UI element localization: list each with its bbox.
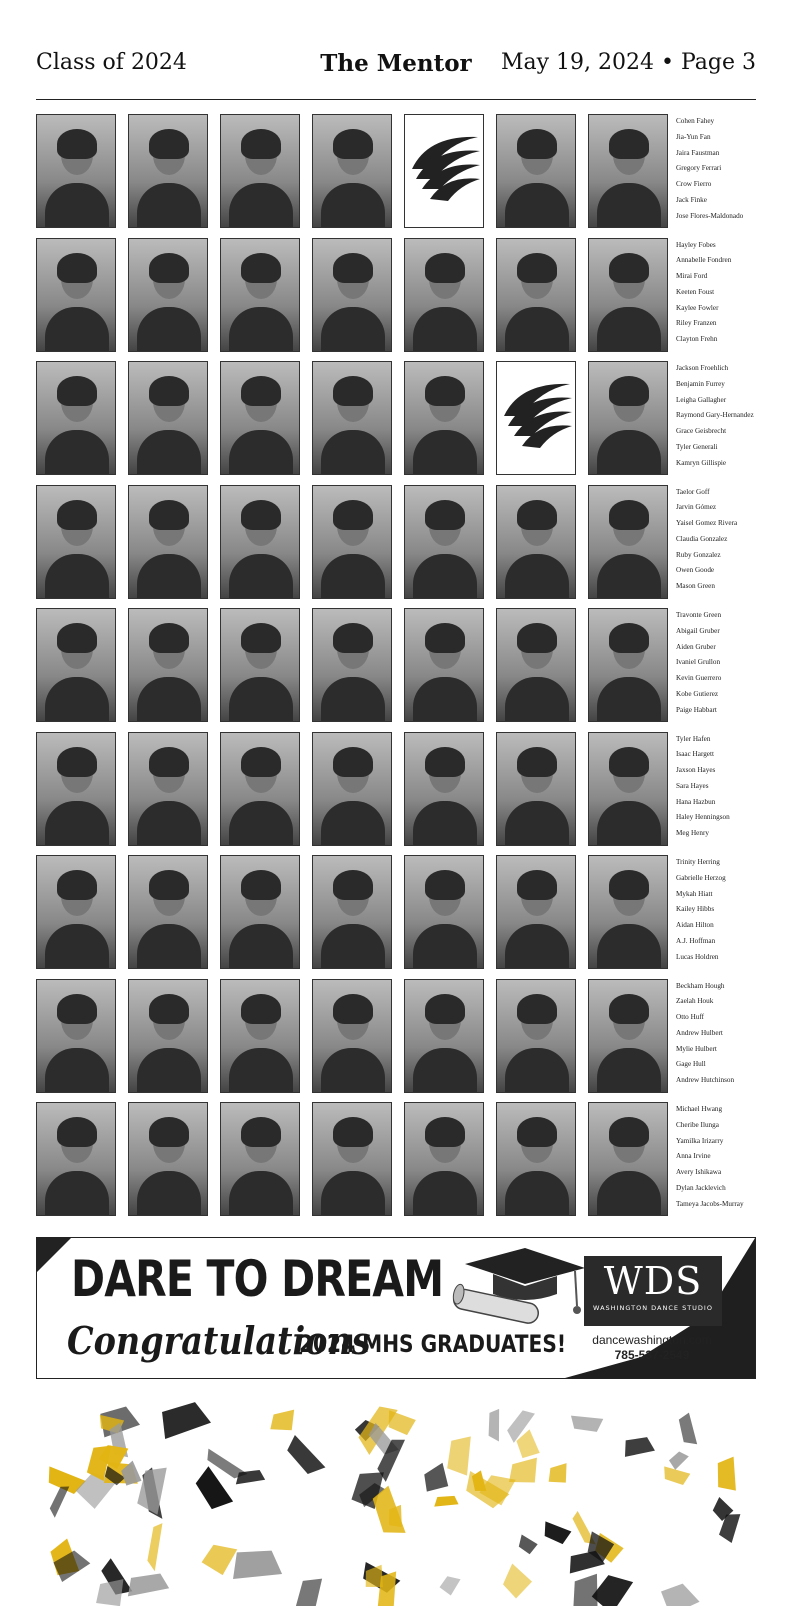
studio-url: dancewashington.com: [592, 1333, 712, 1347]
student-portrait: [496, 732, 576, 846]
student-name: Gregory Ferrari: [676, 164, 722, 173]
student-name: Annabelle Fondren: [676, 256, 732, 265]
student-portrait: [588, 608, 668, 722]
student-name: Jackson Froehlich: [676, 364, 729, 372]
student-name: Riley Franzen: [676, 319, 717, 328]
student-portrait: [496, 979, 576, 1093]
student-portrait: [312, 608, 392, 722]
student-portrait: [496, 238, 576, 352]
student-name: Gage Hull: [676, 1060, 706, 1069]
student-portrait: [36, 1102, 116, 1216]
confetti-piece: [487, 1409, 502, 1442]
confetti-piece: [123, 1568, 169, 1600]
confetti-piece: [446, 1436, 472, 1476]
student-name: Tyler Hafen: [676, 734, 711, 743]
confetti-piece: [153, 1398, 211, 1445]
student-name: Beckham Hough: [676, 981, 725, 990]
student-portrait: [588, 979, 668, 1093]
graduation-cap-icon: [445, 1244, 585, 1334]
student-portrait: [128, 485, 208, 599]
confetti-piece: [47, 1483, 69, 1519]
student-portrait: [496, 485, 576, 599]
student-name: Jaira Faustman: [676, 148, 720, 157]
student-name: Tyler Generali: [676, 442, 718, 451]
student-portrait: [496, 114, 576, 228]
studio-phone: 785-537-2549: [614, 1348, 690, 1362]
student-portrait: [220, 732, 300, 846]
student-name: Anna Irvine: [676, 1152, 711, 1161]
student-name: Trinity Herring: [676, 858, 720, 866]
student-name: Jaxson Hayes: [676, 766, 716, 775]
student-name: Yaisel Gomez Rivera: [676, 519, 738, 528]
student-portrait: [220, 1102, 300, 1216]
student-portrait: [588, 485, 668, 599]
ad-subline: 2024 MHS GRADUATES!: [299, 1330, 567, 1358]
confetti-piece: [656, 1577, 700, 1606]
student-name: Crow Fierro: [676, 180, 712, 189]
publication-title: The Mentor: [320, 50, 472, 77]
dance-studio-ad: [36, 1237, 756, 1379]
student-portrait: [220, 114, 300, 228]
student-name: Travonte Green: [676, 611, 722, 619]
student-name: Kamryn Gillispie: [676, 458, 727, 467]
student-portrait: [220, 979, 300, 1093]
student-name: Zaelah Houk: [676, 997, 714, 1006]
confetti-piece: [620, 1432, 655, 1460]
confetti-piece: [713, 1457, 740, 1494]
student-name: Dylan Jacklevich: [676, 1183, 726, 1192]
student-portrait: [36, 114, 116, 228]
student-portrait: [404, 608, 484, 722]
class-label: Class of 2024: [36, 50, 187, 75]
student-portrait: [312, 979, 392, 1093]
student-portrait: [36, 732, 116, 846]
student-name: Paige Habbart: [676, 705, 717, 714]
student-portrait: [36, 485, 116, 599]
student-name: Otto Huff: [676, 1013, 705, 1022]
student-name: Isaac Hargett: [676, 750, 714, 759]
student-name: Jarvin Gómez: [676, 503, 717, 512]
school-logo-icon: [404, 114, 484, 228]
student-name: Abigail Gruber: [676, 626, 720, 635]
student-portrait: [404, 1102, 484, 1216]
student-portrait: [220, 855, 300, 969]
confetti-piece: [675, 1413, 700, 1449]
student-name: Meg Henry: [676, 829, 709, 838]
student-name: Kobe Gutierez: [676, 689, 719, 698]
student-portrait: [312, 732, 392, 846]
student-name: Hana Hazbun: [676, 797, 716, 806]
student-portrait: [312, 114, 392, 228]
student-portrait: [588, 1102, 668, 1216]
student-name: Benjamin Furrey: [676, 379, 725, 388]
confetti-piece: [546, 1463, 570, 1485]
student-portrait: [404, 979, 484, 1093]
student-portrait: [588, 114, 668, 228]
student-portrait: [128, 361, 208, 475]
ad-headline: DARE TO DREAM: [71, 1250, 444, 1308]
studio-logo-subtitle: WASHINGTON DANCE STUDIO: [593, 1304, 713, 1312]
student-name: Grace Geisbrecht: [676, 427, 727, 436]
student-name: Hayley Fobes: [676, 240, 716, 249]
student-portrait: [36, 979, 116, 1093]
student-portrait: [404, 485, 484, 599]
student-name: Michael Hwang: [676, 1105, 723, 1113]
student-name: Jack Finke: [676, 195, 707, 204]
student-name: Gabrielle Herzog: [676, 873, 726, 882]
photo-row: [36, 979, 756, 1093]
student-name: Claudia Gonzalez: [676, 534, 728, 543]
student-portrait: [128, 608, 208, 722]
student-portrait: [312, 855, 392, 969]
student-name: Clayton Frehn: [676, 335, 718, 344]
student-portrait: [588, 238, 668, 352]
name-list: [676, 732, 758, 843]
student-name: Ruby Gonzalez: [676, 550, 721, 559]
student-name: Andrew Hutchinson: [676, 1076, 735, 1085]
name-list: [676, 238, 758, 349]
student-portrait: [404, 238, 484, 352]
confetti-piece: [293, 1576, 322, 1606]
confetti-piece: [662, 1466, 691, 1485]
studio-logo-letters: WDS: [603, 1259, 703, 1303]
name-list: [676, 485, 758, 596]
student-portrait: [220, 361, 300, 475]
confetti-piece: [438, 1573, 460, 1596]
student-portrait: [312, 485, 392, 599]
student-name: Kaylee Fowler: [676, 303, 719, 312]
student-name: Kailey Hibbs: [676, 905, 715, 914]
student-name: Aiden Gruber: [676, 642, 716, 651]
confetti-decoration: [36, 1398, 756, 1606]
photo-row: [36, 732, 756, 846]
confetti-piece: [667, 1448, 689, 1471]
confetti-piece: [281, 1435, 328, 1480]
student-portrait: [128, 1102, 208, 1216]
name-list: [676, 979, 758, 1090]
name-list: [676, 114, 758, 225]
student-portrait: [588, 732, 668, 846]
header-rule: [36, 99, 756, 100]
photo-row: [36, 1102, 756, 1216]
confetti-piece: [136, 1465, 166, 1515]
student-portrait: [128, 114, 208, 228]
date-page-label: May 19, 2024 • Page 3: [500, 50, 756, 75]
confetti-piece: [541, 1521, 572, 1545]
student-portrait: [36, 361, 116, 475]
photo-row: [36, 855, 756, 969]
student-portrait: [312, 1102, 392, 1216]
student-portrait: [128, 979, 208, 1093]
student-portrait: [36, 855, 116, 969]
student-name: Lucas Holdren: [676, 952, 719, 961]
photo-row: [36, 238, 756, 352]
student-portrait: [36, 238, 116, 352]
student-portrait: [36, 608, 116, 722]
student-portrait: [404, 855, 484, 969]
confetti-piece: [200, 1540, 237, 1577]
student-name: Jose Flores-Maldonado: [676, 211, 744, 220]
student-portrait: [588, 855, 668, 969]
student-portrait: [220, 238, 300, 352]
confetti-piece: [516, 1534, 539, 1555]
page-header: [36, 44, 756, 84]
student-name: Avery Ishikawa: [676, 1168, 722, 1177]
student-name: Aidan Hilton: [676, 921, 714, 930]
student-portrait: [496, 1102, 576, 1216]
student-portrait: [496, 855, 576, 969]
student-portrait: [404, 361, 484, 475]
confetti-piece: [571, 1416, 603, 1432]
name-list: [676, 361, 758, 472]
student-portrait: [128, 855, 208, 969]
student-portrait: [496, 608, 576, 722]
name-list: [676, 1102, 758, 1213]
student-name: Yamilka Irizarry: [676, 1136, 724, 1145]
student-name: Mylie Hulbert: [676, 1044, 717, 1053]
photo-row: [36, 361, 756, 475]
student-name: Mason Green: [676, 582, 715, 591]
student-name: Sara Hayes: [676, 781, 709, 790]
confetti-piece: [433, 1493, 459, 1509]
student-name: Owen Goode: [676, 566, 715, 575]
photo-row: [36, 114, 756, 228]
student-portrait: [404, 732, 484, 846]
student-portrait: [220, 608, 300, 722]
student-name: A.J. Hoffman: [676, 936, 716, 945]
name-list: [676, 855, 758, 966]
student-name: Kevin Guerrero: [676, 674, 722, 683]
confetti-piece: [498, 1564, 535, 1602]
student-name: Cheribe Ilunga: [676, 1120, 719, 1129]
photo-row: [36, 608, 756, 722]
student-name: Keeten Foust: [676, 287, 715, 296]
name-list: [676, 608, 758, 719]
student-name: Haley Henningson: [676, 813, 730, 822]
student-name: Jia-Yun Fan: [676, 132, 711, 141]
school-logo-icon: [496, 361, 576, 475]
student-portrait: [128, 238, 208, 352]
student-name: Taelor Goff: [676, 487, 710, 496]
student-name: Mirai Ford: [676, 272, 708, 281]
confetti-piece: [94, 1579, 126, 1606]
student-portrait: [588, 361, 668, 475]
student-name: Mykah Hiatt: [676, 889, 713, 898]
confetti-piece: [146, 1522, 162, 1572]
student-name: Cohen Fahey: [676, 117, 715, 125]
student-name: Leigha Gallagher: [676, 395, 727, 404]
studio-logo: [584, 1256, 722, 1326]
student-portrait: [220, 485, 300, 599]
photo-row: [36, 485, 756, 599]
student-name: Tameya Jacobs-Murray: [676, 1199, 744, 1208]
student-portrait: [312, 238, 392, 352]
student-name: Andrew Hulbert: [676, 1028, 723, 1037]
ad-script-text: Congratulations: [67, 1318, 371, 1363]
confetti-piece: [268, 1410, 297, 1434]
student-name: Ivaniel Grullon: [676, 658, 721, 667]
ad-corner-top-left: [37, 1238, 71, 1272]
student-portrait: [128, 732, 208, 846]
student-portrait: [312, 361, 392, 475]
student-name: Raymond Gary-Hernandez: [676, 411, 754, 420]
